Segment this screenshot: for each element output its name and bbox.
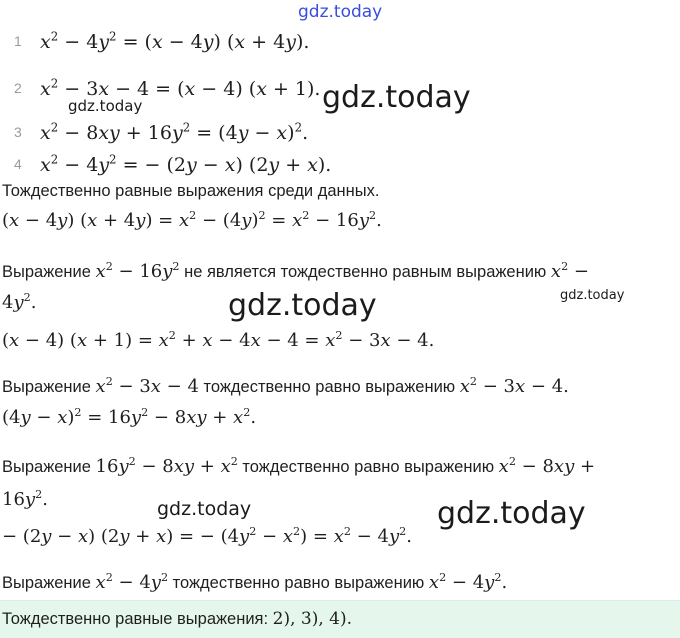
list-equation-clipped: $x^2 - 4y^2$ = − (2y − x) (2y + x). <box>40 152 332 176</box>
list-number: 3 <box>14 124 22 140</box>
para-tail: $x^2 - 8xy$ + <box>498 455 596 477</box>
para-expr: $x^2 - 16y^2$ <box>95 260 180 282</box>
list-number: 2 <box>14 80 22 96</box>
step-4: − (2y − x) (2y + x) = − $(4y^2 - x^2) = x^2 - 4y^2$. <box>2 525 412 547</box>
list-equation: $x^2 - 4y^2 = (x - 4y) (x + 4y)$. <box>40 29 310 53</box>
answer-text <box>2 609 352 629</box>
paragraph-3-wrap: $16y^2$. <box>2 488 48 510</box>
para-prefix: Выражение <box>2 574 91 592</box>
para-expr: $x^2 - 4y^2$ <box>95 571 169 593</box>
list-number: 1 <box>14 33 22 49</box>
para-prefix: Выражение <box>2 378 91 396</box>
list-equation: $x^2 - 8xy + 16y^2 = (4y - x)^2$. <box>40 120 309 144</box>
para-tail: $x^2 - 3x - 4$. <box>459 375 569 397</box>
para-expr: $x^2 - 3x - 4$ <box>95 375 199 397</box>
paragraph-1-wrap: $4y^2$. <box>2 291 37 313</box>
paragraph-3 <box>2 456 595 477</box>
para-prefix: Выражение <box>2 263 91 281</box>
watermark: gdz.today <box>228 288 377 323</box>
watermark: gdz.today <box>437 496 586 531</box>
step-3: $(4y - x)^2 = 16y^2 - 8xy + x^2$. <box>2 406 257 428</box>
para-tail: $x^2 - 4y^2$. <box>428 571 508 593</box>
list-equation: $x^2 - 3x - 4 = (x - 4) (x + 1)$. <box>40 76 321 100</box>
watermark-top: gdz.today <box>298 2 383 22</box>
para-tail: $x^2$ − <box>550 260 589 282</box>
list-item-partial <box>0 152 680 176</box>
answer-bar <box>0 600 680 638</box>
para-expr: $16y^2 - 8xy + x^2$ <box>95 455 238 477</box>
para-text: тождественно равно выражению <box>242 458 495 476</box>
para-text: тождественно равно выражению <box>172 574 425 592</box>
para-text: тождественно равно выражению <box>203 378 456 396</box>
watermark: gdz.today <box>68 97 143 115</box>
watermark: gdz.today <box>322 80 471 115</box>
paragraph-1 <box>2 261 589 282</box>
watermark: gdz.today <box>157 498 252 520</box>
step-1: (x − 4y) $(x + 4y) = x^2 - (4y)^2 = x^2 - 16y^2$. <box>2 209 382 231</box>
section-heading: Тождественно равные выражения среди данных. <box>2 182 380 200</box>
paragraph-4 <box>2 572 507 593</box>
watermark: gdz.today <box>560 288 625 303</box>
list-number: 4 <box>14 156 22 172</box>
answer-label: Тождественно равные выражения: <box>2 610 269 628</box>
paragraph-2 <box>2 376 569 397</box>
para-text: не является тождественно равным выражению <box>184 263 547 281</box>
para-prefix: Выражение <box>2 458 91 476</box>
answer-value: 2), 3), 4). <box>272 609 353 629</box>
step-2: (x − 4) $(x + 1) = x^2 + x - 4x - 4 = x^2 - 3x - 4$. <box>2 329 435 351</box>
